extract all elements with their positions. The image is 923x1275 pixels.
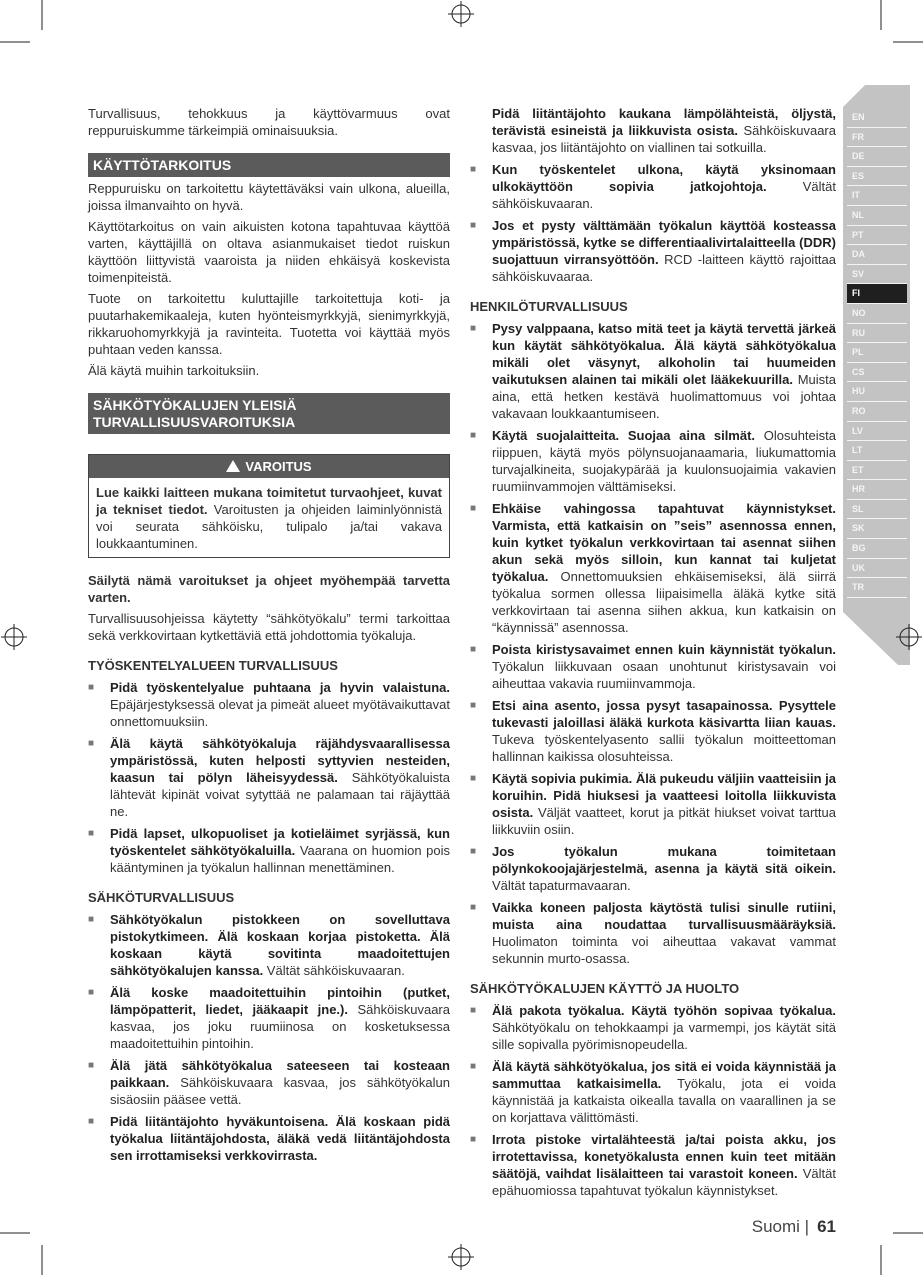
bullet-square-icon: ■ (88, 738, 95, 749)
language-tab-et[interactable]: ET (847, 461, 907, 481)
list-item (470, 427, 836, 495)
language-tab-es[interactable]: ES (847, 167, 907, 187)
list-item (470, 770, 836, 838)
list-item-text: Sähkötyökalu on tehokkaampi ja varmempi, jos käytät sitä sille sopivalla pyörimisnopeudella. (492, 1020, 836, 1052)
bullet-square-icon: ■ (470, 1005, 477, 1016)
subsection-heading: TYÖSKENTELYALUEEN TURVALLISUUS (88, 658, 338, 673)
list-item-text: Vältät sähköiskuvaaran. (263, 963, 405, 978)
list-item (470, 843, 836, 894)
language-tab-sl[interactable]: SL (847, 500, 907, 520)
subsection-heading: HENKILÖTURVALLISUUS (470, 299, 628, 314)
warning-bold-text: Lue kaikki laitteen mukana toimitetut turvaohjeet, kuvat ja tekniset tiedot. (96, 485, 442, 517)
list-item (470, 320, 836, 422)
list-item-bold: Vaikka koneen paljosta käytöstä tulisi sinulle rutiini, muista aina noudattaa turvallisuusmääräyksiä. (492, 900, 836, 932)
registration-mark-left (1, 624, 27, 650)
subsection-heading: SÄHKÖTURVALLISUUS (88, 890, 235, 905)
list-item-bold: Kun työskentelet ulkona, käytä yksinomaan ulkokäyttöön sopivia jatkojohtoja. (492, 162, 836, 194)
list-item-text: Sähkötyökaluista lähtevät kipinät voivat sytyttää ne palamaan tai räjäyttää ne. (110, 770, 450, 819)
registration-mark-bottom (448, 1244, 474, 1270)
paragraph: Käyttötarkoitus on vain aikuisten kotona tapahtuvaa käyttöä varten, käyttäjillä on oltava asianmukaiset tiedot ruiskun käyttöön liittyvistä vaaroista ja niiden ehkäisyä koskevista toimenpiteistä. (88, 219, 450, 285)
list-item-text: Työkalun liikkuvaan osaan unohtunut kiristysavain voi aiheuttaa vakavia ruumiinvammoja. (492, 659, 836, 691)
bullet-square-icon: ■ (470, 164, 477, 175)
language-tab-pt[interactable]: PT (847, 226, 907, 246)
warning-triangle-icon (226, 460, 240, 472)
list-item-bold: Etsi aina asento, jossa pysyt tasapainossa. Pysyttele tukevasti jaloillasi äläkä kurkota käsivartta liian kauas. (492, 698, 836, 730)
bullet-square-icon: ■ (470, 220, 477, 231)
bullet-square-icon: ■ (88, 828, 95, 839)
section-header-bar: KÄYTTÖTARKOITUS (88, 153, 450, 177)
language-tab-cs[interactable]: CS (847, 363, 907, 383)
list-item-bold: Pidä liitäntäjohto kaukana lämpölähteistä, öljystä, terävistä esineistä ja liikkuvista osista. (492, 106, 836, 138)
bullet-square-icon: ■ (470, 700, 477, 711)
bullet-square-icon: ■ (470, 430, 477, 441)
bullet-square-icon: ■ (470, 503, 477, 514)
language-tab-ro[interactable]: RO (847, 402, 907, 422)
list-item (88, 825, 450, 876)
list-item (470, 105, 836, 156)
list-item-text: RCD -laitteen käyttö rajoittaa sähköiskuvaaraa. (492, 252, 836, 284)
list-item-bold: Älä käytä sähkötyökalua, jos sitä ei voida käynnistää ja sammuttaa katkaisimella. (492, 1059, 836, 1091)
list-item (88, 735, 450, 820)
list-item-bold: Käytä suojalaitteita. Suojaa aina silmät. (492, 428, 756, 443)
list-item-bold: Älä käytä sähkötyökaluja räjähdysvaarallisessa ympäristössä, kuten helposti syttyvien nesteiden, kaasun tai pölyn läheisyydessä. (110, 736, 450, 785)
warning-text: Varoitusten ja ohjeiden laiminlyönnistä voi seurata sähköisku, tulipalo ja/tai vakava loukkaantuminen. (96, 502, 442, 551)
language-tab-fr[interactable]: FR (847, 128, 907, 148)
list-item-bold: Pidä lapset, ulkopuoliset ja kotieläimet syrjässä, kun työskentelet sähkötyökaluilla. (110, 826, 450, 858)
list-item (470, 899, 836, 967)
list-item-text: Väljät vaatteet, korut ja pitkät hiukset voivat tarttua liikkuviin osiin. (492, 805, 836, 837)
list-item (88, 679, 450, 730)
bullet-square-icon: ■ (88, 914, 95, 925)
page-footer (470, 1217, 836, 1237)
paragraph: Turvallisuusohjeissa käytetty “sähkötyökalu” termi tarkoittaa sekä verkkovirtaan kytkettäviä että johdottomia työkaluja. (88, 611, 450, 643)
language-tab-nl[interactable]: NL (847, 206, 907, 226)
language-tab-sv[interactable]: SV (847, 265, 907, 285)
language-tab-fi[interactable]: FI (847, 284, 907, 304)
bullet-square-icon: ■ (470, 773, 477, 784)
warning-title: VAROITUS (245, 459, 312, 474)
list-item-bold: Pidä liitäntäjohto hyväkuntoisena. Älä koskaan pidä työkalua liitäntäjohdosta, äläkä vedä liitäntäjohdosta sen irrottamiseksi verkkovirrasta. (110, 1114, 450, 1163)
warning-header (89, 455, 449, 478)
list-item (470, 1002, 836, 1053)
left-column (88, 105, 450, 1169)
bullet-square-icon: ■ (470, 902, 477, 913)
list-item-bold: Poista kiristysavaimet ennen kuin käynnistät työkalun. (492, 642, 836, 657)
list-item (88, 984, 450, 1052)
list-item-bold: Ehkäise vahingossa tapahtuvat käynnistykset. Varmista, että katkaisin on ”seis” asennossa ennen, kuin kytket työkalun verkkovirtaan tai asennat siihen akun sekä myös silloin, kun kannat tai kuljetat työkalua. (492, 501, 836, 584)
list-item-text: Huolimaton toiminta voi aiheuttaa vakavat vammat sekunnin murto-osassa. (492, 934, 836, 966)
paragraph: Turvallisuus, tehokkuus ja käyttövarmuus ovat reppuruiskumme tärkeimpiä ominaisuuksia. (88, 106, 450, 138)
language-tab-it[interactable]: IT (847, 186, 907, 206)
list-item-text: Työkalu, jota ei voida käynnistää ja katkaista oikealla tavalla on vaarallinen ja se on korjattava välittömästi. (492, 1076, 836, 1125)
warning-body (89, 478, 449, 557)
footer-language: Suomi | (751, 1217, 810, 1236)
paragraph: Tuote on tarkoitettu kuluttajille tarkoitettuja koti- ja puutarhakemikaaleja, kuten hyönteismyrkkyjä, sienimyrkkyjä, rikkaruohomyrkkyjä ja ravinteita. Tuotetta voi käyttää myös puhtaan veden kanssa. (88, 291, 450, 357)
language-tabs (847, 108, 907, 598)
language-tab-en[interactable]: EN (847, 108, 907, 128)
list-item (470, 161, 836, 212)
list-item-text: Epäjärjestyksessä olevat ja pimeät alueet myötävaikuttavat onnettomuuksiin. (110, 697, 450, 729)
list-item (470, 500, 836, 636)
registration-mark-top (448, 1, 474, 27)
list-item-bold: Irrota pistoke virtalähteestä ja/tai poista akku, jos irrotettavissa, konetyökalusta ennen kuin teet mitään säätöjä, vaihdat lisälaitteen tai varastoit koneen. (492, 1132, 836, 1181)
language-tab-uk[interactable]: UK (847, 559, 907, 579)
list-item (88, 1113, 450, 1164)
language-tab-da[interactable]: DA (847, 245, 907, 265)
list-item-text: Sähköiskuvaara kasvaa, jos joku ruumiinosa on kosketuksessa maadoitettuihin pintoihin. (110, 1002, 450, 1051)
list-item-text: Vältät epähuomiossa tapahtuvat työkalun käynnistykset. (492, 1166, 836, 1198)
language-tab-no[interactable]: NO (847, 304, 907, 324)
bullet-square-icon: ■ (88, 682, 95, 693)
list-item-text: Vältät tapaturmavaaran. (492, 878, 631, 893)
language-tab-pl[interactable]: PL (847, 343, 907, 363)
warning-box (88, 454, 450, 558)
list-item-text: Vaarana on huomion pois kääntyminen ja työkalun hallinnan menettäminen. (110, 843, 451, 875)
list-item-text: Sähköiskuvaara kasvaa, jos liitäntäjohto on viallinen tai sotkuilla. (492, 123, 836, 155)
language-tab-ru[interactable]: RU (847, 324, 907, 344)
page-number: 61 (817, 1217, 836, 1236)
list-item-bold: Jos et pysty välttämään työkalun käyttöä kosteassa ympäristössä, kytke se differentiaalivirtalaitteella (DDR) suojattuun virransyöttöön. (492, 218, 836, 267)
right-column (470, 105, 836, 1237)
list-item-text: Onnettomuuksien ehkäisemiseksi, älä siirrä työkalua sormen ollessa liipaisimella äläkä kytke sitä verkkovirtaan tai asenna siihen akkua, kun katkaisin on “käynnissä” asennossa. (492, 569, 836, 635)
list-item-bold: Pidä työskentelyalue puhtaana ja hyvin valaistuna. (110, 680, 450, 695)
list-item-bold: Älä pakota työkalua. Käytä työhön sopivaa työkalua. (492, 1003, 836, 1018)
bullet-square-icon: ■ (470, 323, 477, 334)
list-item (470, 697, 836, 765)
bullet-square-icon: ■ (88, 1060, 95, 1071)
paragraph: Älä käytä muihin tarkoituksiin. (88, 363, 260, 378)
list-item-bold: Älä jätä sähkötyökalua sateeseen tai kosteaan paikkaan. (110, 1058, 450, 1090)
bullet-square-icon: ■ (88, 987, 95, 998)
list-item-bold: Pysy valppaana, katso mitä teet ja käytä tervettä järkeä kun käytät sähkötyökalua. Älä käytä sähkötyökalua mikäli olet väsynyt, alkoholin tai huumeiden vaikutuksen alainen tai mikäli olet lääkekuurilla. (492, 321, 836, 387)
language-tab-bg[interactable]: BG (847, 539, 907, 559)
subsection-heading: SÄHKÖTYÖKALUJEN KÄYTTÖ JA HUOLTO (470, 981, 740, 996)
language-tab-lt[interactable]: LT (847, 441, 907, 461)
language-tab-sk[interactable]: SK (847, 519, 907, 539)
list-item (88, 911, 450, 979)
list-item-bold: Älä koske maadoitettuihin pintoihin (putket, lämpöpatterit, liedet, jääkaapit jne.). (110, 985, 450, 1017)
list-item-text: Olosuhteista riippuen, käytä myös pölynsuojanaamaria, liukumattomia turvajalkineita, suojakypärää ja kuulonsuojaimia vakavien ruumiinvammojen välttämiseksi. (492, 428, 836, 494)
bullet-square-icon: ■ (470, 644, 477, 655)
language-tab-tr[interactable]: TR (847, 578, 907, 598)
bullet-square-icon: ■ (88, 1116, 95, 1127)
list-item (470, 217, 836, 285)
list-item (470, 1058, 836, 1126)
language-tab-hu[interactable]: HU (847, 382, 907, 402)
bold-paragraph: Säilytä nämä varoitukset ja ohjeet myöhempää tarvetta varten. (88, 573, 450, 605)
list-item-bold: Sähkötyökalun pistokkeen on sovelluttava pistokytkimeen. Älä koskaan korjaa pistoketta. Älä koskaan käytä sovitinta maadoitettujen sähkötyökalujen kanssa. (110, 912, 450, 978)
paragraph: Reppuruisku on tarkoitettu käytettäväksi vain ulkona, alueilla, joissa ilmanvaihto on hyvä. (88, 181, 450, 213)
bullet-square-icon: ■ (470, 1134, 477, 1145)
language-tab-hr[interactable]: HR (847, 480, 907, 500)
list-item-text: Sähköiskuvaara kasvaa, jos sähkötyökalun sisäosiin pääsee vettä. (110, 1075, 450, 1107)
bullet-square-icon: ■ (470, 1061, 477, 1072)
bullet-square-icon: ■ (470, 846, 477, 857)
list-item-text: Tukeva työskentelyasento sallii työkalun moitteettoman hallinnan kaikissa olosuhteissa. (492, 732, 836, 764)
list-item-text: Vältät sähköiskuvaaran. (492, 179, 836, 211)
list-item-text: Muista aina, että hetken kestävä huolimattomuus voi johtaa vakavaan loukkaantumiseen. (492, 372, 836, 421)
list-item (470, 641, 836, 692)
section-header-bar: SÄHKÖTYÖKALUJEN YLEISIÄ TURVALLISUUSVAROITUKSIA (88, 393, 450, 434)
list-item (88, 1057, 450, 1108)
list-item-bold: Käytä sopivia pukimia. Älä pukeudu väljiin vaatteisiin ja koruihin. Pidä hiuksesi ja vaatteesi loitolla liikkuvista osista. (492, 771, 836, 820)
list-item-bold: Jos työkalun mukana toimitetaan pölynkokoojajärjestelmä, asenna ja käytä sitä oikein. (492, 844, 836, 876)
list-item (470, 1131, 836, 1199)
language-tab-de[interactable]: DE (847, 147, 907, 167)
language-tab-lv[interactable]: LV (847, 422, 907, 442)
